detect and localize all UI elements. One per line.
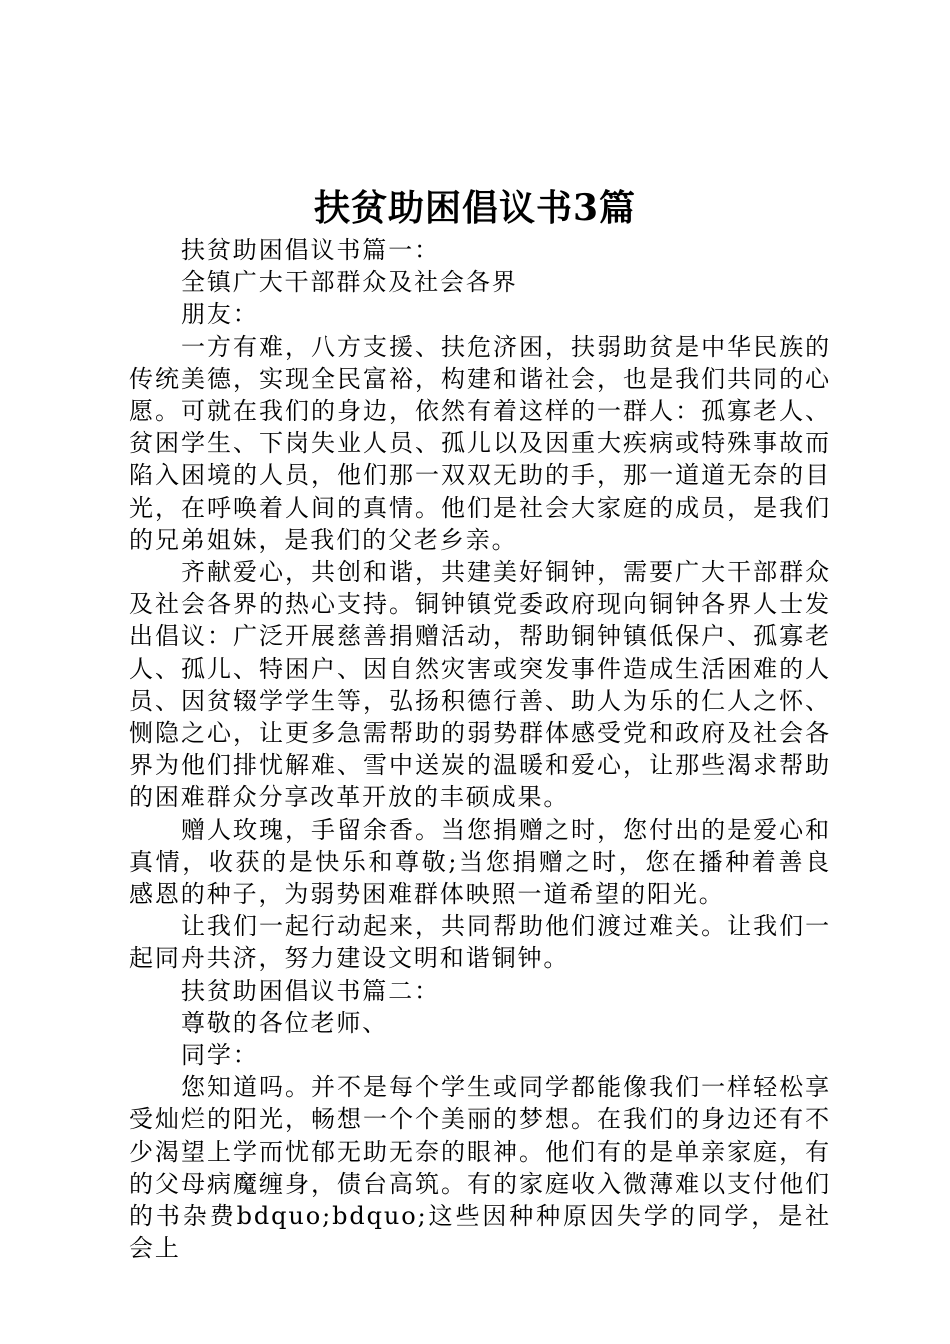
body-paragraph: 让我们一起行动起来，共同帮助他们渡过难关。让我们一起同舟共济，努力建设文明和谐铜钟。	[129, 912, 831, 973]
section-heading-2: 扶贫助困倡议书篇二：	[181, 976, 440, 1005]
salutation-line-1: 全镇广大干部群众及社会各界	[181, 268, 518, 297]
salutation-line-3: 尊敬的各位老师、	[181, 1008, 389, 1037]
section-heading-1: 扶贫助困倡议书篇一：	[181, 236, 440, 264]
body-paragraph: 您知道吗。并不是每个学生或同学都能像我们一样轻松享受灿烂的阳光，畅想一个个美丽的梦想。在我们的身边还有不少渴望上学而忧郁无助无奈的眼神。他们有的是单亲家庭，有的父母病魔缠身，债台高筑。有的家庭收入微薄难以支付他们的书杂费bdquo;bdquo;这些因种种原因失学的同学，是社会上	[129, 1073, 831, 1263]
body-paragraph: 齐献爱心，共创和谐，共建美好铜钟，需要广大干部群众及社会各界的热心支持。铜钟镇党委政府现向铜钟各界人士发出倡议：广泛开展慈善捐赠活动，帮助铜钟镇低保户、孤寡老人、孤儿、特困户、因自然灾害或突发事件造成生活困难的人员、因贫辍学学生等，弘扬积德行善、助人为乐的仁人之怀、恻隐之心，让更多急需帮助的弱势群体感受党和政府及社会各界为他们排忧解难、雪中送炭的温暖和爱心，让那些渴求帮助的困难群众分享改革开放的丰硕成果。	[129, 558, 831, 812]
salutation-line-4: 同学：	[181, 1041, 259, 1070]
body-paragraph: 一方有难，八方支援、扶危济困，扶弱助贫是中华民族的传统美德，实现全民富裕，构建和谐社会，也是我们共同的心愿。可就在我们的身边，依然有着这样的一群人：孤寡老人、贫困学生、下岗失业人员、孤儿以及因重大疾病或特殊事故而陷入困境的人员，他们那一双双无助的手，那一道道无奈的目光，在呼唤着人间的真情。他们是社会大家庭的成员，是我们的兄弟姐妹，是我们的父老乡亲。	[129, 332, 831, 554]
document-title: 扶贫助困倡议书3篇	[313, 187, 637, 229]
body-paragraph: 赠人玫瑰，手留余香。当您捐赠之时，您付出的是爱心和真情，收获的是快乐和尊敬;当您捐赠之时，您在播种着善良感恩的种子，为弱势困难群体映照一道希望的阳光。	[129, 815, 831, 909]
document-body	[129, 234, 831, 1265]
salutation-line-2: 朋友：	[181, 300, 259, 329]
